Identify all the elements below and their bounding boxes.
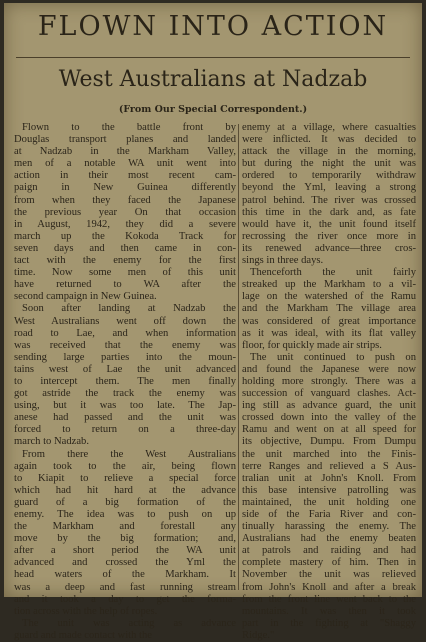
article-line: to intercept them. The men finally [14, 375, 236, 387]
article-line: recrossing the river once more in [242, 230, 416, 242]
article-line: were inflicted. It was decided to [242, 134, 416, 146]
article-line: Australians had the enemy beaten [242, 533, 416, 545]
article-line: which had hit hard at the advance [14, 484, 236, 496]
article-line: Douglas transport planes and landed [14, 134, 236, 146]
article-line: mountains. It was then it took [242, 605, 416, 617]
article-line: sings in three days. [242, 255, 324, 267]
article-line: the previous year On that occasion [14, 206, 236, 218]
article-line: succession of vanguard clashes. Act- [242, 388, 416, 400]
article-line: attack the village in the morning, [242, 146, 416, 158]
article-line: The unit continued to push on [250, 351, 416, 363]
article-line: from the front line went back to the [242, 593, 416, 605]
article-line: enemy at a village, where casualties [242, 122, 416, 133]
article-line: march to Nadzab. [14, 436, 90, 448]
article-line: streaked up the Markham to a vil- [242, 279, 416, 291]
article-line: move by the big formation; and, [14, 533, 236, 545]
article-line: march up the Kokoda Track for [14, 230, 236, 242]
article-line: but during the night the unit was [242, 158, 416, 170]
article-line: would have it, the unit found itself [242, 218, 416, 230]
article-line: sending large parties into the moun- [14, 351, 236, 363]
article-line: crossed down into the valley of the [242, 412, 416, 424]
article-line: Thenceforth the unit fairly [250, 267, 416, 279]
headline: FLOWN INTO ACTION [37, 11, 389, 42]
article-line: was received that the enemy was [14, 339, 236, 351]
article-line: Flown to the battle front by [22, 122, 236, 133]
article-line: enemy. The idea was to push on up [14, 509, 236, 520]
article-line: Ridge." [242, 629, 275, 641]
article-line: tact with the enemy for the first [14, 255, 236, 267]
article-line: again took to the air, being flown [14, 460, 236, 472]
article-line: paign in New Guinea differently [14, 182, 236, 194]
article-line: road to Lae, and when information [14, 327, 236, 339]
article-line: action in their most recent cam- [14, 170, 236, 182]
article-line: guard of a big formation of the [14, 496, 236, 508]
article-line: have returned to WA after the [14, 279, 236, 291]
article-line: its renewed advance—three cros- [242, 242, 416, 254]
article-line: seven days and then came in con- [14, 242, 236, 254]
newspaper-clipping [4, 3, 422, 641]
article-line: after a short period the WA unit [14, 545, 236, 557]
article-line: guard and made contact with the [14, 629, 152, 641]
article-line: terre Ranges and relieved a S Aus- [242, 460, 416, 472]
article-line: tains west of Lae the unit advanced [14, 363, 236, 375]
article-line: From there the West Australians [22, 448, 236, 460]
article-line: as it was ideal, with its flat valley [242, 327, 416, 339]
article-line: second campaign in New Guinea. [14, 291, 157, 303]
article-line: part in the fighting at "Shaggy [242, 617, 416, 629]
article-line: patrol behind. The river was crossed [242, 194, 416, 206]
article-line: ordered to temporarily withdraw [242, 170, 416, 182]
article-line: advanced and crossed the Yml the [14, 557, 236, 569]
article-line: Ramu and went on at all speed for [242, 424, 416, 436]
subheadline: West Australians at Nadzab [58, 67, 368, 92]
article-line: West Australians went off down the [14, 315, 236, 327]
article-line: lage on the watershed of the Ramu [242, 291, 416, 303]
article-line: was considered of great importance [242, 315, 416, 327]
article-line: in August, 1942, they did a severe [14, 218, 236, 230]
article-column-right [242, 122, 416, 641]
article-line: tralian unit at John's Knoll. From [242, 472, 416, 484]
article-line: Soon after landing at Nadzab the [22, 303, 236, 315]
article-line: complete mastery of him. Then in [242, 557, 416, 569]
article-line: beyond the Yml, leaving a strong [242, 182, 416, 194]
article-line: at Nadzab in the Markham Valley, [14, 146, 236, 158]
article-line: tinually harassing the enemy. The [242, 521, 416, 533]
article-line: to Kiapit to relieve a special force [14, 472, 236, 484]
article-column-left [14, 122, 236, 641]
article-line: this base intensive patrolling was [242, 484, 416, 496]
article-line: got astride the track the enemy was [14, 388, 236, 400]
article-line: at patrols and raiding and had [242, 545, 416, 557]
article-line: anese had passed and the unit was [14, 412, 236, 424]
article-line: holding more strongly. There was a [242, 375, 416, 387]
article-line: and the Markham The village area [242, 303, 416, 315]
article-line: time. Now some men of this unit [14, 267, 236, 279]
headline-rule [16, 57, 410, 58]
article-line: The unit was acting as advance [22, 617, 236, 629]
article-line: tion across with the help of ropes. [14, 605, 158, 617]
article-line: forced to return on a three-day [14, 424, 236, 436]
article-line: its objective, Dumpu. From Dumpu [242, 436, 416, 448]
article-line: the unit marched into the Finis- [242, 448, 416, 460]
column-divider [238, 124, 239, 590]
article-line: using, but it was too late. The Jap- [14, 400, 236, 412]
article-line: November the unit was relieved [242, 569, 416, 581]
byline: (From Our Special Correspondent.) [118, 104, 308, 115]
article-line: from John's Knoll and after a break [242, 581, 416, 593]
article-line: maintained, the unit holding one [242, 496, 416, 508]
article-line: was a deep and fast running stream [14, 581, 236, 593]
article-line: and found the Japanese were now [242, 363, 416, 375]
article-line: head waters of the Markham. It [14, 569, 236, 581]
article-line: floor, for quickly made air strips. [242, 339, 382, 351]
article-line: from when they faced the Japanese [14, 194, 236, 206]
article-line: ing still as advance guard, the unit [242, 400, 416, 412]
article-line: side of the Faria River and con- [242, 509, 416, 520]
article-line: the Markham and forestall any [14, 521, 236, 533]
article-line: and it took a day to get the forma- [14, 593, 236, 605]
article-line: men of a notable WA unit went into [14, 158, 236, 170]
article-line: this time in the dark and, as fate [242, 206, 416, 218]
